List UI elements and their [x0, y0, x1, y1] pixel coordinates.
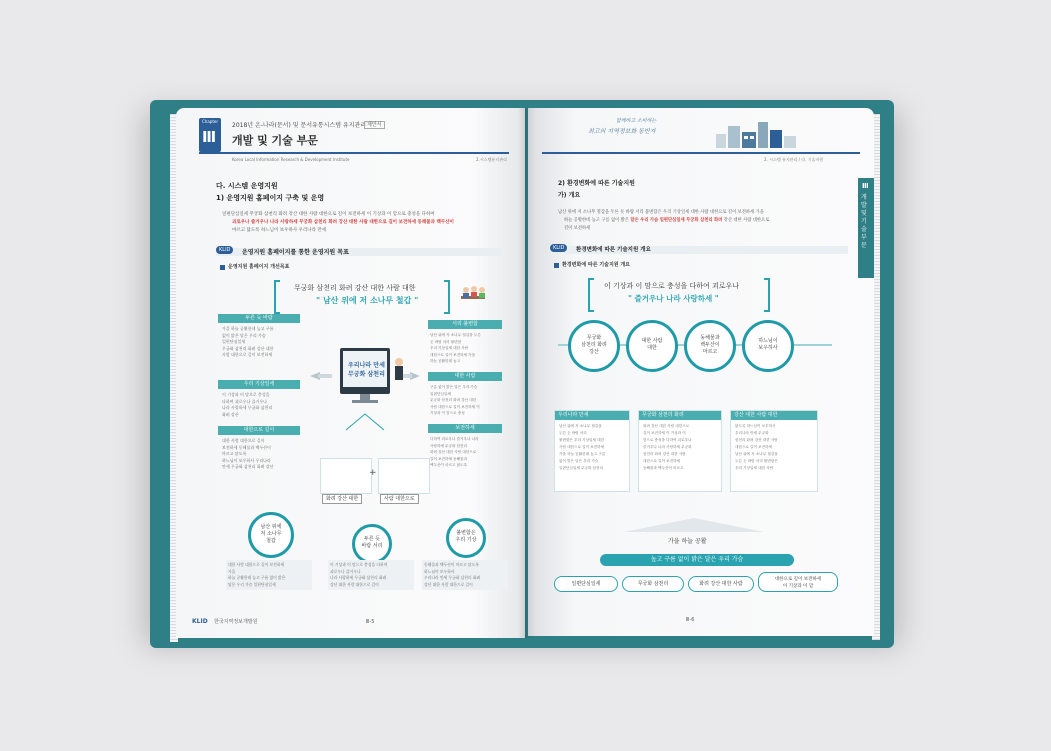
- overview-circle-2: 대한 사람 대한: [626, 320, 678, 372]
- summary-pill-1: 일편단심일세: [554, 576, 618, 592]
- goal-title: 운영지원 홈페이지를 통한 운영지원 목표: [242, 249, 349, 256]
- handwriting-line-1: 함께하고 소비하는: [616, 118, 657, 124]
- header-section-ref-right: 2. 시스템 유지관리 / 라. 기술지원: [764, 157, 824, 162]
- quote-right-line-1: 이 기상과 이 맘으로 충성을 다하여 괴로우나: [604, 282, 740, 290]
- summary-banner: 높고 구름 없이 밝은 달은 우리 가슴: [600, 554, 794, 566]
- heading-sub-right: 가) 개요: [558, 192, 581, 199]
- detail-panel-3-body: 닳도록 하느님이 보우하사 우리나라 만세 무궁화 삼천리 화려 강산 대한 사람 대한으로 길이 보전하세 남산 위에 저 소나무 철갑을 두른 듯 바람 서리 불변함은 우리 기상일세 대한 사람: [735, 424, 778, 470]
- overview-circle-3: 동해물과 백두산이 마르고: [684, 320, 736, 372]
- right-box-1-body: 남산 위에 저 소나무 철갑을 두른 듯 바람 서리 불변함 우리 기상일세 대한 사람 대한으로 길이 보전하세 가을 하늘 공활한데 높고: [430, 333, 481, 363]
- detail-panel-1: [554, 410, 630, 492]
- left-page: [176, 108, 525, 638]
- heading-sub: 1) 운영지원 홈페이지 구축 및 운영: [216, 194, 325, 202]
- proposal-badge: 제안서: [364, 121, 385, 129]
- header-rule-right: [542, 152, 860, 154]
- detail-panel-2-title: 무궁화 삼천리 화려: [639, 411, 721, 420]
- overview-subtitle: 환경변화에 따른 기술지원 개요: [562, 262, 631, 268]
- left-box-2-body: 이 기상과 이 맘으로 충성을 다하여 괴로우나 즐거우나 나라 사랑하세 무궁화 삼천리 화려 강산: [222, 392, 273, 417]
- page-number-left: Ⅲ-5: [366, 619, 375, 625]
- chapter-label: Chapter: [202, 119, 218, 124]
- summary-pill-4: 대한으로 길이 보전하세 이 기상과 이 맘: [758, 572, 838, 592]
- team-illustration: [458, 280, 488, 308]
- plus-icon: +: [369, 468, 377, 478]
- right-box-2-body: 구름 없이 밝은 달은 우리 가슴 일편단심일세 무궁화 삼천리 화려 강산 대한 사람 대한으로 길이 보전하세 이 기상과 이 맘으로 충성: [430, 385, 480, 415]
- city-illustration: [714, 114, 800, 150]
- arrow-label: 가을 하늘 공활: [668, 538, 707, 545]
- book-gutter: [518, 108, 536, 638]
- intro-right-line-1: 남산 위에 저 소나무 철갑을 두른 듯 바람 서리 불변함은 우리 기상일세 대한 사람 대한으로 길이 보전하세 가을: [558, 210, 764, 215]
- bottom-circle-3: 불변함은 우리 기상: [446, 518, 486, 558]
- intro-line-2: 괴로우나 즐거우나 나라 사랑하세 무궁화 삼천리 화려 강산 대한 사람 대한으로 길이 보전하세 동해물과 백두산이: [232, 220, 454, 225]
- detail-panel-3: [730, 410, 818, 492]
- goal-subtitle: 운영지원 홈페이지 개선목표: [228, 264, 290, 270]
- quote-bracket-left-right: [588, 278, 594, 312]
- goal-subtitle-marker: [220, 265, 225, 270]
- detail-panel-2-body: 화려 강산 대한 사람 대한으로 길이 보전하세 이 기상과 이 맘으로 충성을 다하여 괴로우나 즐거우나 나라 사랑하세 무궁화 삼천리 화려 강산 대한 사람 대한으로 길이 보전하세 동해물과 백두산이 마르고: [643, 424, 692, 470]
- bottom-circle-1: 남산 위에 저 소나무 철갑: [248, 512, 294, 558]
- chapter-numeral: Ⅲ: [202, 128, 217, 146]
- quote-bracket-left: [274, 280, 280, 314]
- screen-right-label: 사람 대한으로: [380, 494, 419, 504]
- center-diagram: [306, 340, 424, 450]
- quote-right-line-2: " 즐거우나 나라 사랑하세 ": [628, 294, 719, 303]
- intro-right-line-3: 길이 보전하세: [564, 226, 591, 231]
- monitor-line-2: 무궁화 삼천리: [348, 371, 385, 378]
- overview-klid-logo: KLID: [550, 244, 567, 252]
- left-box-1-body: 가을 하늘 공활한데 높고 구름 없이 밝은 달은 우리 가슴 일편단심일세 무궁화 삼천리 화려 강산 대한 사람 대한으로 길이 보전하세: [222, 326, 274, 357]
- summary-pill-3: 화려 강산 대한 사람: [688, 576, 754, 592]
- section-title: 개발 및 기술 부문: [232, 134, 318, 147]
- detail-panel-1-body: 남산 위에 저 소나무 철갑을 두른 듯 바람 서리 불변함은 우리 기상일세 대한 사람 대한으로 길이 보전하세 가을 하늘 공활한데 높고 구름 없이 밝은 달은 우리 가슴 일편단심일세 무궁화 삼천리: [559, 424, 606, 470]
- summary-pill-2: 무궁화 삼천리: [622, 576, 684, 592]
- bottom-note-3: 동해물과 백두산이 마르고 닳도록 하느님이 보우하사 우리나라 만세 무궁화 삼천리 화려 강산 대한 사람 대한으로 길이: [422, 560, 508, 590]
- overview-circle-1: 무궁화 삼천리 화려 강산: [568, 320, 620, 372]
- chapter-badge: [199, 118, 221, 152]
- heading-main-right: 2) 환경변화에 따른 기술지원: [558, 180, 635, 187]
- overview-subtitle-marker: [554, 263, 559, 268]
- left-box-2-title: 우리 기상일세: [218, 380, 300, 389]
- handwriting-line-2: 최고의 지역정보화 동반자: [588, 128, 656, 135]
- summary-arrow: [624, 518, 764, 532]
- quote-line-1: 무궁화 삼천리 화려 강산 대한 사람 대한: [294, 284, 416, 292]
- side-tab: [858, 178, 874, 278]
- right-box-3-title: 보전하세: [428, 424, 502, 433]
- side-tab-numeral: Ⅲ: [862, 182, 869, 190]
- bottom-note-2: 이 기상과 이 맘으로 충성을 다하여 괴로우나 즐거우나 나라 사랑하세 무궁화 삼천리 화려 강산 대한 사람 대한으로 길이: [328, 560, 414, 590]
- goal-klid-logo: KLID: [216, 246, 233, 254]
- right-page: [528, 108, 874, 636]
- left-box-3-body: 대한 사람 대한으로 길이 보전하세 동해물과 백두산이 마르고 닳도록 하느님이 보우하사 우리나라 만세 무궁화 삼천리 화려 강산: [222, 438, 274, 469]
- heading-main: 다. 시스템 운영지원: [216, 182, 278, 190]
- overview-circle-4: 하느님이 보우하사: [742, 320, 794, 372]
- quote-bracket-right-right: [764, 278, 770, 312]
- header-rule: [199, 152, 509, 154]
- org-english: Korea Local Information Research & Development Institute: [232, 157, 350, 162]
- side-tab-label: 개발 및 기술 부문: [861, 194, 867, 249]
- left-box-3-title: 대한으로 길이: [218, 426, 300, 435]
- header-section-ref: 2.시스템유지관리: [476, 157, 507, 162]
- detail-panel-2: [638, 410, 722, 492]
- right-box-1-title: 서리 불변함: [428, 320, 502, 329]
- screen-left-label: 화려 강산 대한: [322, 494, 362, 504]
- screenshot-thumb-left: [320, 458, 372, 494]
- overview-title: 환경변화에 따른 기술지원 개요: [576, 247, 651, 253]
- intro-line-3: 마르고 닳도록 하느님이 보우하사 우리나라 만세: [232, 228, 327, 233]
- right-box-2-title: 대한 사람: [428, 372, 502, 381]
- footer-org-name: 한국지역정보개발원: [214, 619, 258, 625]
- left-box-1-title: 두른 듯 바람: [218, 314, 300, 323]
- detail-panel-1-title: 우리나라 만세: [555, 411, 629, 420]
- screenshot-thumb-right: [378, 458, 430, 494]
- footer-klid-logo: KLID: [192, 618, 208, 625]
- quote-line-2: " 남산 위에 저 소나무 철갑 ": [316, 296, 419, 305]
- document-title: 2018년 온-나라(문서) 및 문서유통시스템 유지관리: [232, 122, 367, 129]
- quote-bracket-right: [444, 280, 450, 314]
- intro-right-line-2: 하늘 공활한데 높고 구름 없이 밝은 달은 우리 가슴 일편단심일세 무궁화 삼천리 화려 강산 대한 사람 대한으로: [564, 218, 770, 223]
- monitor-line-1: 우리나라 만세: [348, 362, 385, 369]
- intro-line-1: 일편단심일세 무궁화 삼천리 화려 강산 대한 사람 대한으로 길이 보전하세 이 기상과 이 맘으로 충성을 다하여: [222, 212, 435, 217]
- bottom-circle-2: 두른 듯 바람 서리: [352, 524, 392, 564]
- detail-panel-3-title: 강산 대한 사람 대한: [731, 411, 817, 420]
- page-number-right: Ⅲ-6: [686, 617, 695, 623]
- right-box-3-body: 다하여 괴로우나 즐거우나 나라 사랑하세 무궁화 삼천리 화려 강산 대한 사람 대한으로 길이 보전하세 동해물과 백두산이 마르고 닳도록: [430, 437, 479, 467]
- bottom-note-1: 대한 사람 대한으로 길이 보전하세 가을 하늘 공활한데 높고 구름 없이 밝은 달은 우리 가슴 일편단심일세: [226, 560, 312, 590]
